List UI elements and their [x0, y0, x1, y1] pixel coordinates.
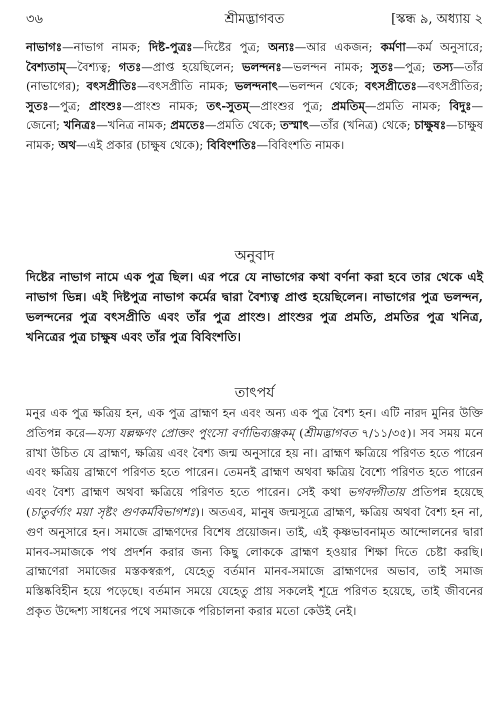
sanskrit-term: সুতঃ	[26, 98, 49, 113]
purport-text: মনুর এক পুত্র ক্ষত্রিয় হন, এক পুত্র ব্রাহ্মণ হন এবং অন্য এক পুত্র বৈশ্য হন। এটি নারদ মুনির উক্তি প্রতিপন্ন করে—যস্য যল্লক্ষণং প্রোক্তং পুংসো বর্ণাভিব্যঞ্জকম্ (শ্রীমদ্ভাগবত ৭/১১/৩৫)। সব সময় মনে রাখা উচিত যে ব্রাহ্মণ, ক্ষত্রিয় এবং বৈশ্য জন্ম অনুসারে হয় না। ব্রাহ্মণ ক্ষত্রিয়ে পরিণত হতে পারেন এবং ক্ষত্রিয় ব্রাহ্মণে পরিণত হতে পারেন। তেমনই ব্রাহ্মণ অথবা ক্ষত্রিয় বৈশ্যে পরিণত হতে পারেন এবং বৈশ্য ব্রাহ্মণ অথবা ক্ষত্রিয়ে পরিণত হতে পারেন। সেই কথা ভগবদ্গীতায় প্রতিপন্ন হয়েছে (চাতুর্বর্ণ্যং ময়া সৃষ্টং গুণকর্মবিভাগশঃ)। অতএব, মানুষ জন্মসূত্রে ব্রাহ্মণ, ক্ষত্রিয় অথবা বৈশ্য হন না, গুণ অনুসারে হন। সমাজে ব্রাহ্মণদের বিশেষ প্রয়োজন। তাই, এই কৃষ্ণভাবনামৃত আন্দোলনের দ্বারা মানব-সমাজকে পথ প্রদর্শন করার জন্য কিছু লোককে ব্রাহ্মণ হওয়ার শিক্ষা দিতে চেষ্টা করছি। ব্রাহ্মণেরা সমাজের মস্তকস্বরূপ, যেহেতু বর্তমান মানব-সমাজে ব্রাহ্মণদের অভাব, তাই সমাজ মস্তিষ্কবিহীন হয়ে পড়েছে। বর্তমান সময়ে যেহেতু প্রায় সকলেই শূদ্রে পরিণত হয়েছে, তাই জীবনের প্রকৃত উদ্দেশ্য সাধনের পথে সমাজকে পরিচালনা করার মতো কেউই নেই।	[26, 406, 484, 618]
synonym-entry: গতঃ—প্রাপ্ত হয়েছিলেন;	[118, 59, 235, 74]
term-meaning: আর একজন;	[306, 40, 373, 54]
synonym-entry: বিবিংশতিঃ—বিবিংশতি নামক।	[207, 137, 345, 152]
sanskrit-term: অথ	[58, 137, 76, 152]
term-meaning: কর্ম অনুসারে;	[417, 40, 483, 54]
term-meaning: তাঁর (নাভাগের);	[26, 59, 483, 94]
term-meaning: পুত্র;	[60, 98, 81, 113]
term-meaning: খনিত্র নামক;	[107, 118, 167, 133]
translation-heading: অনুবাদ	[234, 248, 275, 264]
synonym-entry: বৈশ্যতাম্—বৈশ্যত্ব;	[26, 59, 111, 74]
synonym-entry: ভলন্দনঃ—ভলন্দন নামক;	[241, 59, 364, 74]
synonym-entry: তৎ-সুতম্—প্রাংশুর পুত্র;	[206, 98, 323, 113]
term-meaning: প্রাপ্ত হয়েছিলেন;	[152, 59, 235, 74]
term-meaning: প্রাংশু নামক;	[133, 98, 198, 113]
sanskrit-term: ভলন্দনাৎ	[234, 79, 278, 94]
purport-text-2: ৭/১১/৩৫)। সব সময় মনে রাখা উচিত যে ব্রাহ্মণ, ক্ষত্রিয় এবং বৈশ্য জন্ম অনুসারে হয় না। ব্রাহ্মণ ক্ষত্রিয়ে পরিণত হতে পারেন এবং ক্ষত্রিয় ব্রাহ্মণে পরিণত হতে পারেন। তেমনই ব্রাহ্মণ অথবা ক্ষত্রিয় বৈশ্যে পরিণত হতে পারেন এবং বৈশ্য ব্রাহ্মণ অথবা ক্ষত্রিয়ে পরিণত হতে পারেন। সেই কথা	[26, 425, 483, 500]
term-meaning: চাক্ষুষ নামক;	[26, 118, 484, 152]
scripture-reference-1: শ্রীমদ্ভাগবত	[303, 425, 357, 440]
page-header	[26, 10, 483, 32]
synonym-entry: বিদুঃ—জেনো;	[26, 98, 484, 133]
synonym-entry: কর্মণা—কর্ম অনুসারে;	[380, 40, 483, 54]
synonym-entry: সুতঃ—পুত্র;	[26, 98, 81, 113]
synonym-entry: প্রমতেঃ—প্রমতি থেকে;	[170, 118, 277, 133]
sanskrit-term: কর্মণা	[380, 40, 406, 54]
sanskrit-term: বৎসপ্রীতিঃ	[86, 79, 137, 94]
term-meaning: প্রমতি থেকে;	[216, 118, 277, 133]
translation-text: দিষ্টের নাভাগ নামে এক পুত্র ছিল। এর পরে যে নাভাগের কথা বর্ণনা করা হবে তার থেকে এই নাভাগ ভিন্ন। এই দিষ্টপুত্র নাভাগ কর্মের দ্বারা বৈশ্যত্ব প্রাপ্ত হয়েছিলেন। নাভাগের পুত্র ভলন্দন, ভলন্দনের পুত্র বৎসপ্রীতি এবং তাঁর পুত্র প্রাংশু। প্রাংশুর পুত্র প্রমতি, প্রমতির পুত্র খনিত্র, খনিত্রের পুত্র চাক্ষুষ এবং তাঁর পুত্র বিবিংশতি।	[26, 270, 483, 344]
sanskrit-term: দিষ্ট-পুত্রঃ	[148, 40, 193, 54]
sanskrit-term: বিদুঃ	[449, 98, 472, 113]
synonym-entry: তস্মাৎ—তাঁর (খনিত্র) থেকে;	[280, 118, 411, 133]
word-for-word-synonyms	[26, 38, 483, 156]
purport-text-3: প্রতিপন্ন হয়েছে (	[26, 485, 484, 519]
purport-heading: তাৎপর্য	[234, 385, 275, 401]
term-meaning: বৈশ্যত্ব;	[77, 59, 111, 74]
canto-chapter-reference: [স্কন্ধ ৯, অধ্যায় ২	[391, 12, 483, 27]
synonym-entry: অন্যঃ—আর একজন;	[268, 40, 373, 54]
synonym-entry: অথ—এই প্রকার (চাক্ষুষ থেকে);	[58, 137, 204, 152]
synonym-entry: বৎসপ্রীতেঃ—বৎসপ্রীতির;	[365, 79, 483, 94]
sanskrit-term: অন্যঃ	[268, 40, 295, 54]
term-meaning: ভলন্দন থেকে;	[289, 79, 359, 94]
sanskrit-term: প্রমতেঃ	[170, 118, 206, 133]
term-meaning: দিষ্টের পুত্র;	[204, 40, 260, 54]
term-meaning: বিবিংশতি নামক।	[268, 137, 345, 152]
sanskrit-term: প্রমতিম্	[331, 98, 365, 113]
synonym-entry: তস্য—তাঁর (নাভাগের);	[26, 59, 483, 94]
sanskrit-term: চাক্ষুষঃ	[414, 118, 447, 133]
synonym-entry: খনিত্রঃ—খনিত্র নামক;	[63, 118, 167, 133]
sanskrit-term: ভলন্দনঃ	[241, 59, 282, 74]
synonym-entry: দিষ্ট-পুত্রঃ—দিষ্টের পুত্র;	[148, 40, 260, 54]
synonym-entry: ভলন্দনাৎ—ভলন্দন থেকে;	[234, 79, 359, 94]
term-meaning: প্রাংশুর পুত্র;	[260, 98, 323, 113]
term-meaning: তাঁর (খনিত্র) থেকে;	[320, 118, 411, 133]
term-meaning: নাভাগ নামক;	[73, 40, 141, 54]
synonym-entry: চাক্ষুষঃ—চাক্ষুষ নামক;	[26, 118, 484, 152]
purport-text-4: )। অতএব, মানুষ জন্মসূত্রে ব্রাহ্মণ, ক্ষত্রিয় অথবা বৈশ্য হন না, গুণ অনুসারে হন। সমাজে ব্রাহ্মণদের বিশেষ প্রয়োজন। তাই, এই কৃষ্ণভাবনামৃত আন্দোলনের দ্বারা মানব-সমাজকে পথ প্রদর্শন করার জন্য কিছু লোককে ব্রাহ্মণ হওয়ার শিক্ষা দিতে চেষ্টা করছি। ব্রাহ্মণেরা সমাজের মস্তকস্বরূপ, যেহেতু বর্তমান মানব-সমাজে ব্রাহ্মণদের অভাব, তাই সমাজ মস্তিষ্কবিহীন হয়ে পড়েছে। বর্তমান সময়ে যেহেতু প্রায় সকলেই শূদ্রে পরিণত হয়েছে, তাই জীবনের প্রকৃত উদ্দেশ্য সাধনের পথে সমাজকে পরিচালনা করার মতো কেউই নেই।	[26, 504, 483, 618]
synonym-entry: প্রমতিম্—প্রমতি নামক;	[331, 98, 441, 113]
sanskrit-term: বৈশ্যতাম্	[26, 59, 66, 74]
purport-text-1: মনুর এক পুত্র ক্ষত্রিয় হন, এক পুত্র ব্রাহ্মণ হন এবং অন্য এক পুত্র বৈশ্য হন। এটি নারদ মুনির উক্তি প্রতিপন্ন করে—	[26, 406, 483, 440]
scripture-reference-2: ভগবদ্গীতায়	[347, 485, 405, 500]
synonym-entry: নাভাগঃ—নাভাগ নামক;	[26, 40, 141, 54]
term-meaning: বৎসপ্রীতি নামক;	[148, 79, 229, 94]
sanskrit-quote-1: যস্য যল্লক্ষণং প্রোক্তং পুংসো বর্ণাভিব্যঞ্জকম্	[96, 425, 295, 440]
synonym-entry: সুতঃ—পুত্র;	[371, 59, 426, 74]
sanskrit-term: গতঃ	[118, 59, 142, 74]
sanskrit-term: তস্মাৎ	[280, 118, 309, 133]
synonym-entry: প্রাংশুঃ—প্রাংশু নামক;	[88, 98, 198, 113]
synonym-entry: বৎসপ্রীতিঃ—বৎসপ্রীতি নামক;	[86, 79, 229, 94]
sanskrit-term: বৎসপ্রীতেঃ	[365, 79, 417, 94]
sanskrit-term: খনিত্রঃ	[63, 118, 97, 133]
sanskrit-term: তৎ-সুতম্	[206, 98, 250, 113]
term-meaning: পুত্র;	[405, 59, 426, 74]
term-meaning: এই প্রকার (চাক্ষুষ থেকে);	[87, 137, 204, 152]
sanskrit-term: তস্য	[433, 59, 453, 74]
term-meaning: প্রমতি নামক;	[376, 98, 441, 113]
sanskrit-term: নাভাগঃ	[26, 40, 63, 54]
sanskrit-term: বিবিংশতিঃ	[207, 137, 257, 152]
page-number: ৩৬	[26, 12, 43, 27]
sanskrit-quote-2: চাতুর্বর্ণ্যং ময়া সৃষ্টং গুণকর্মবিভাগশঃ	[30, 504, 196, 519]
term-meaning: ভলন্দন নামক;	[293, 59, 364, 74]
sanskrit-term: সুতঃ	[371, 59, 394, 74]
term-meaning: বৎসপ্রীতির;	[428, 79, 483, 94]
sanskrit-term: প্রাংশুঃ	[88, 98, 123, 113]
book-title: শ্রীমদ্ভাগবত	[224, 12, 285, 27]
term-meaning: জেনো;	[26, 118, 60, 133]
